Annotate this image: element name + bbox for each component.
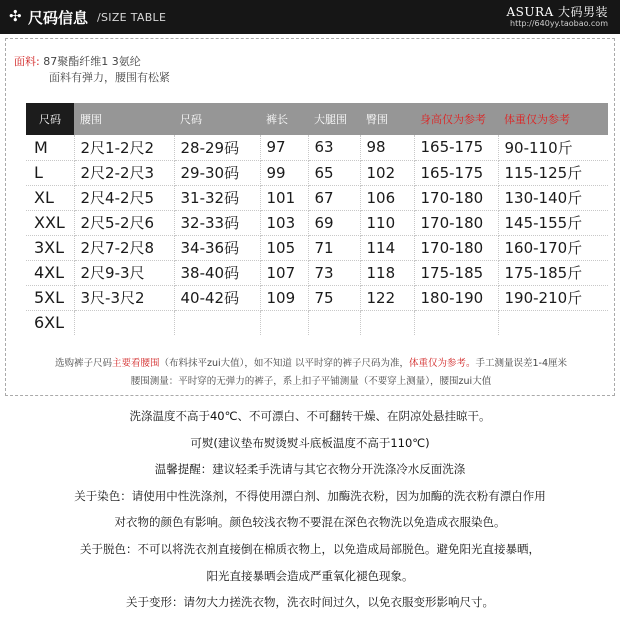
- table-cell: 32-33码: [174, 210, 260, 235]
- table-cell: 67: [308, 185, 360, 210]
- header-weight: 体重仅为参考: [498, 103, 608, 135]
- table-cell: 99: [260, 160, 308, 185]
- care-line: 阳光直接暴晒会造成严重氧化褪色现象。: [206, 568, 414, 583]
- brand-url: http://640yy.taobao.com: [510, 19, 608, 28]
- table-cell: 190-210斤: [498, 285, 608, 310]
- size-cell: XL: [26, 185, 74, 210]
- table-cell: 97: [260, 135, 308, 160]
- header-waist: 腰围: [74, 103, 174, 135]
- table-cell: [174, 310, 260, 335]
- header-length: 裤长: [260, 103, 308, 135]
- table-cell: [360, 310, 414, 335]
- size-table: [26, 103, 608, 335]
- table-cell: [498, 310, 608, 335]
- size-cell: XXL: [26, 210, 74, 235]
- table-cell: 75: [308, 285, 360, 310]
- table-row: [26, 285, 608, 310]
- table-cell: 2尺4-2尺5: [74, 185, 174, 210]
- header-hip: 臀围: [360, 103, 414, 135]
- table-cell: 145-155斤: [498, 210, 608, 235]
- table-row: [26, 310, 608, 335]
- table-cell: 114: [360, 235, 414, 260]
- size-cell: 5XL: [26, 285, 74, 310]
- note-text-3: 手工测量误差1-4厘米: [475, 358, 567, 369]
- table-cell: [74, 310, 174, 335]
- table-cell: 102: [360, 160, 414, 185]
- header-size: 尺码: [26, 103, 74, 135]
- care-instructions: [0, 403, 620, 616]
- table-cell: 122: [360, 285, 414, 310]
- section-title: 尺码信息: [28, 9, 89, 27]
- table-cell: 28-29码: [174, 135, 260, 160]
- care-line: 关于脱色：不可以将洗衣剂直接倒在棉质衣物上，以免造成局部脱色。避免阳光直接暴晒，: [80, 541, 540, 556]
- table-header-row: [26, 103, 608, 135]
- table-cell: [308, 310, 360, 335]
- table-row: [26, 260, 608, 285]
- table-cell: 29-30码: [174, 160, 260, 185]
- table-cell: 106: [360, 185, 414, 210]
- table-cell: 175-185斤: [498, 260, 608, 285]
- care-line: 关于变形：请勿大力搓洗衣物，洗衣时间过久，以免衣服变形影响尺寸。: [126, 595, 494, 610]
- table-row: [26, 210, 608, 235]
- table-cell: 110: [360, 210, 414, 235]
- table-cell: 170-180: [414, 185, 498, 210]
- table-cell: 101: [260, 185, 308, 210]
- brand-logo: ASURA 大码男装: [506, 5, 608, 19]
- table-cell: 165-175: [414, 160, 498, 185]
- table-cell: 180-190: [414, 285, 498, 310]
- fabric-label: 面料:: [14, 55, 40, 68]
- table-cell: 90-110斤: [498, 135, 608, 160]
- table-row: [26, 235, 608, 260]
- fabric-composition: 87聚酯纤维1 3氨纶: [43, 55, 141, 68]
- table-cell: 170-180: [414, 210, 498, 235]
- header-thigh: 大腿围: [308, 103, 360, 135]
- care-line: 洗涤温度不高于40℃、不可漂白、不可翻转干燥、在阴凉处悬挂晾干。: [129, 409, 491, 423]
- table-cell: 31-32码: [174, 185, 260, 210]
- table-cell: 98: [360, 135, 414, 160]
- table-cell: 115-125斤: [498, 160, 608, 185]
- table-cell: 109: [260, 285, 308, 310]
- fabric-description: 面料有弹力，腰围有松紧: [49, 71, 170, 84]
- table-row: [26, 185, 608, 210]
- table-cell: 130-140斤: [498, 185, 608, 210]
- table-row: [26, 135, 608, 160]
- note-waist-measure: 腰围测量：平时穿的无弹力的裤子，系上扣子平铺测量（不要穿上测量），腰围zui大值: [130, 376, 492, 387]
- table-cell: 2尺7-2尺8: [74, 235, 174, 260]
- fabric-info: [14, 54, 170, 86]
- table-cell: 73: [308, 260, 360, 285]
- table-cell: 2尺5-2尺6: [74, 210, 174, 235]
- size-cell: 6XL: [26, 310, 74, 335]
- table-cell: 165-175: [414, 135, 498, 160]
- note-highlight-weight: 体重仅为参考。: [408, 358, 476, 369]
- table-row: [26, 160, 608, 185]
- table-cell: 40-42码: [174, 285, 260, 310]
- table-cell: 175-185: [414, 260, 498, 285]
- table-cell: 170-180: [414, 235, 498, 260]
- care-line: 对衣物的颜色有影响。颜色较浅衣物不要混在深色衣物洗以免造成衣服染色。: [114, 515, 506, 530]
- table-cell: 105: [260, 235, 308, 260]
- size-cell: M: [26, 135, 74, 160]
- table-cell: [414, 310, 498, 335]
- care-line: 关于染色：请使用中性洗涤剂，不得使用漂白剂、加酶洗衣粉，因为加酶的洗衣粉有漂白作用: [74, 488, 546, 503]
- table-cell: 3尺-3尺2: [74, 285, 174, 310]
- section-subtitle: /SIZE TABLE: [97, 11, 167, 24]
- table-cell: 118: [360, 260, 414, 285]
- size-cell: 3XL: [26, 235, 74, 260]
- table-cell: [260, 310, 308, 335]
- header-height: 身高仅为参考: [414, 103, 498, 135]
- table-cell: 2尺9-3尺: [74, 260, 174, 285]
- table-cell: 107: [260, 260, 308, 285]
- table-cell: 2尺1-2尺2: [74, 135, 174, 160]
- table-cell: 34-36码: [174, 235, 260, 260]
- cross-icon: ✣: [9, 7, 22, 25]
- note-text-2: （布料抹平zui大值），如不知道 以平时穿的裤子尺码为准，: [159, 358, 409, 369]
- header-size-code: 尺码: [174, 103, 260, 135]
- table-cell: 160-170斤: [498, 235, 608, 260]
- note-highlight-waist: 主要看腰围: [112, 358, 160, 369]
- table-cell: 65: [308, 160, 360, 185]
- size-cell: L: [26, 160, 74, 185]
- size-cell: 4XL: [26, 260, 74, 285]
- table-cell: 38-40码: [174, 260, 260, 285]
- table-cell: 2尺2-2尺3: [74, 160, 174, 185]
- table-cell: 63: [308, 135, 360, 160]
- note-text-1: 选购裤子尺码: [55, 358, 113, 369]
- measurement-note: [8, 355, 614, 391]
- table-cell: 69: [308, 210, 360, 235]
- care-line: 可熨(建议垫布熨烫熨斗底板温度不高于110℃): [190, 435, 430, 450]
- table-cell: 71: [308, 235, 360, 260]
- care-line: 温馨提醒：建议轻柔手洗请与其它衣物分开洗涤冷水反面洗涤: [154, 462, 466, 477]
- table-cell: 103: [260, 210, 308, 235]
- title-bar: [0, 0, 620, 34]
